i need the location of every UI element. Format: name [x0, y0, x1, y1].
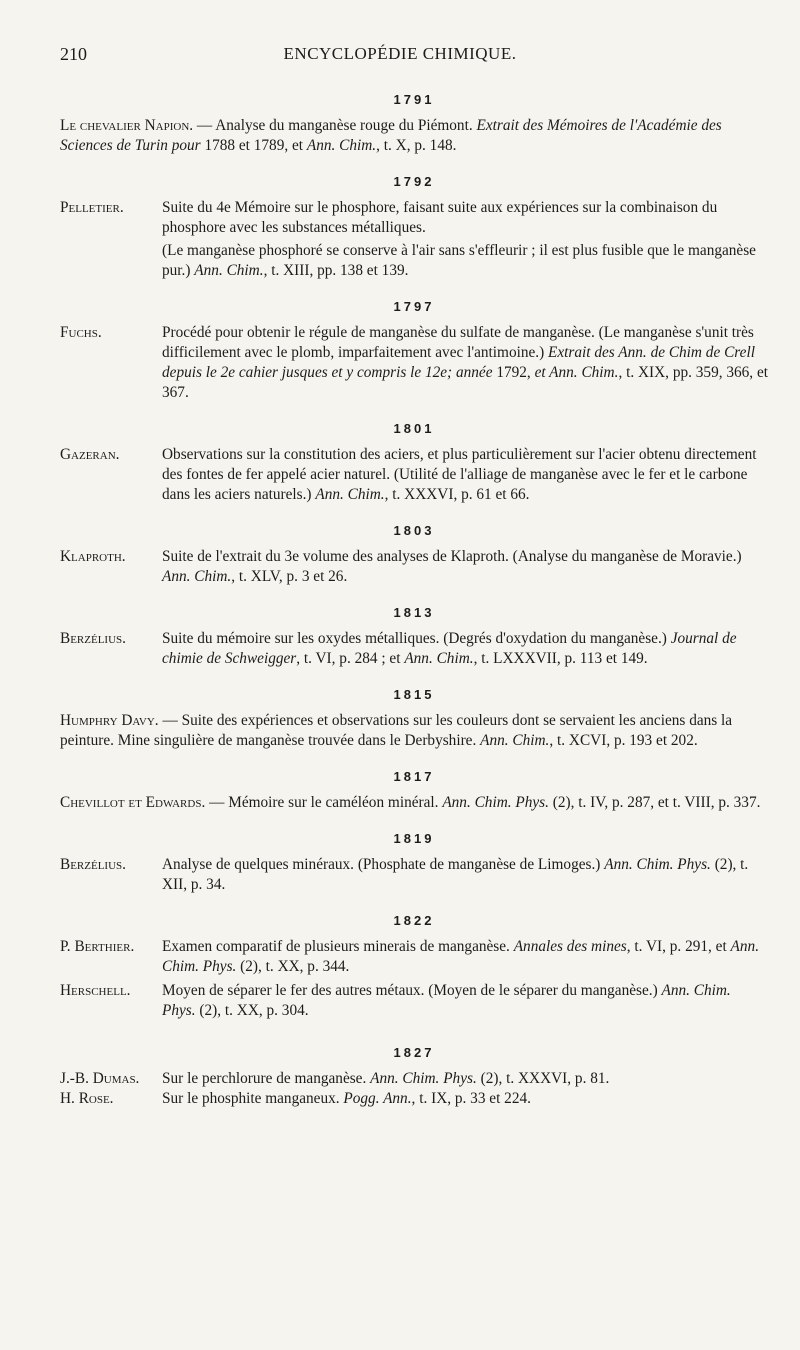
year-heading: 1817 — [393, 769, 435, 784]
entry-journal: Ann. Chim. Phys. — [442, 794, 549, 811]
entry-text: Sur le perchlorure de manganèse. — [162, 1070, 371, 1087]
entry-text: — Mémoire sur le caméléon minéral. — [205, 794, 443, 811]
page-header — [0, 44, 800, 66]
entry-fuchs — [60, 323, 768, 403]
entry-rose — [60, 1089, 768, 1109]
entry-ref: (2), t. XX, p. 344. — [236, 958, 350, 975]
entry-ref: , t. IX, p. 33 et 224. — [411, 1090, 531, 1107]
entry-author: Pelletier. — [60, 199, 124, 216]
year-heading: 1815 — [393, 687, 435, 702]
entry-ref: (2), t. XX, p. 304. — [195, 1002, 309, 1019]
entry-author: Chevillot et Edwards. — [60, 794, 206, 811]
entry-text: — Suite des expériences et observations sur les couleurs dont se servaient les anciens dans la peinture. Mine singulière de manganèse trouvée dans le Derbyshire. — [60, 712, 733, 749]
bibliography — [60, 92, 768, 1109]
entry-text: Procédé pour obtenir le régule de manganèse du sulfate de manganèse. (Le manganèse s'unit très difficilement avec le plomb, imparfaitement avec l'antimoine.) — [162, 324, 754, 361]
entry-journal: Ann. Chim. — [194, 262, 264, 279]
entry-journal: Ann. Chim. Phys. — [370, 1070, 477, 1087]
year-heading: 1822 — [393, 913, 435, 928]
entry-berzelius-1813 — [60, 629, 768, 669]
entry-journal: Ann. Chim. Phys. — [162, 938, 760, 975]
entry-source: Journal de chimie de Schweigger — [162, 630, 737, 667]
entry-journal: Ann. Chim. — [404, 650, 474, 667]
entry-ref: (2), t. XXXVI, p. 81. — [476, 1070, 610, 1087]
entry-journal: Ann. Chim. Phys. — [604, 856, 711, 873]
entry-source: Extrait des Ann. de Chim de Crell depuis le 2e cahier jusques et y compris le 12e; année — [162, 344, 755, 381]
entry-text: 1788 et 1789, et — [200, 137, 307, 154]
entry-chevillot-edwards — [60, 793, 768, 813]
entry-text: Suite du mémoire sur les oxydes métalliques. (Degrés d'oxydation du manganèse.) — [162, 630, 671, 647]
year-heading: 1819 — [393, 831, 435, 846]
entry-author: Le chevalier Napion. — [60, 117, 194, 134]
entry-text: , t. VI, p. 284 ; et — [296, 650, 405, 667]
entry-ref: , t. XIII, pp. 138 et 139. — [263, 262, 409, 279]
year-heading: 1813 — [393, 605, 435, 620]
entry-ref: , t. LXXXVII, p. 113 et 149. — [473, 650, 648, 667]
entry-author: H. Rose. — [60, 1090, 114, 1107]
entry-text: — Analyse du manganèse rouge du Piémont. — [193, 117, 477, 134]
running-title: ENCYCLOPÉDIE CHIMIQUE. — [283, 44, 517, 63]
year-heading: 1801 — [393, 421, 435, 436]
entry-author: Herschell. — [60, 982, 131, 999]
entry-author: Fuchs. — [60, 324, 102, 341]
entry-text: Suite du 4e Mémoire sur le phosphore, faisant suite aux expériences sur la combinaison du phosphore avec les substances métalliques. — [162, 199, 718, 236]
entry-klaproth — [60, 547, 768, 587]
year-heading: 1791 — [393, 92, 435, 107]
year-heading: 1792 — [393, 174, 435, 189]
entry-author: Gazeran. — [60, 446, 120, 463]
entry-davy — [60, 711, 768, 751]
entry-text: Sur le phosphite manganeux. — [162, 1090, 344, 1107]
entry-herschell — [60, 981, 768, 1021]
entry-author: J.-B. Dumas. — [60, 1070, 140, 1087]
entry-gazeran — [60, 445, 768, 505]
entry-ref: , t. XLV, p. 3 et 26. — [231, 568, 348, 585]
entry-ref: , t. XXXVI, p. 61 et 66. — [384, 486, 530, 503]
year-heading: 1803 — [393, 523, 435, 538]
entry-author: Humphry Davy. — [60, 712, 159, 729]
entry-journal: Ann. Chim. — [315, 486, 385, 503]
entry-author: Berzélius. — [60, 630, 126, 647]
entry-author: Klaproth. — [60, 548, 126, 565]
entry-journal: et Ann. Chim. — [534, 364, 619, 381]
entry-text: 1792, — [492, 364, 535, 381]
year-heading: 1797 — [393, 299, 435, 314]
entry-ref: (2), t. XII, p. 34. — [162, 856, 749, 893]
entry-journal: Ann. Chim. Phys. — [162, 982, 731, 1019]
entry-journal: Ann. Chim. — [306, 137, 377, 154]
entry-journal: Ann. Chim. — [162, 568, 232, 585]
entry-author: P. Berthier. — [60, 938, 135, 955]
entry-text: Examen comparatif de plusieurs minerais de manganèse. — [162, 938, 514, 955]
entry-text: Moyen de séparer le fer des autres métaux. (Moyen de le séparer du manganèse.) — [162, 982, 662, 999]
entry-napion — [60, 116, 768, 156]
entry-berthier — [60, 937, 768, 977]
year-heading: 1827 — [393, 1045, 435, 1060]
entry-journal: Ann. Chim. — [480, 732, 550, 749]
entry-ref: (2), t. IV, p. 287, et t. VIII, p. 337. — [548, 794, 761, 811]
entry-text: Suite de l'extrait du 3e volume des analyses de Klaproth. (Analyse du manganèse de Moravie.) — [162, 548, 742, 565]
entry-source: Annales des mines — [513, 938, 627, 955]
entry-ref: , t. XIX, pp. 359, 366, et 367. — [162, 364, 768, 401]
entry-text: Observations sur la constitution des aciers, et plus particulièrement sur l'acier obtenu directement des fontes de fer appelé acier naturel. (Utilité de l'alliage de manganèse avec le fer et le carbone dans les aciers naturels.) — [162, 446, 757, 503]
page-number: 210 — [60, 44, 87, 64]
entry-journal: Pogg. Ann. — [343, 1090, 412, 1107]
entry-author: Berzélius. — [60, 856, 126, 873]
entry-text: (Le manganèse phosphoré se conserve à l'air sans s'effleurir ; il est plus fusible que le manganèse pur.) — [162, 242, 756, 279]
entry-text: , t. VI, p. 291, et — [626, 938, 731, 955]
entry-ref: , t. XCVI, p. 193 et 202. — [549, 732, 698, 749]
entry-text: Analyse de quelques minéraux. (Phosphate de manganèse de Limoges.) — [162, 856, 605, 873]
entry-berzelius-1819 — [60, 855, 768, 895]
entry-dumas — [60, 1069, 768, 1089]
entry-pelletier — [60, 198, 768, 281]
entry-ref: , t. X, p. 148. — [376, 137, 457, 154]
entry-source: Extrait des Mémoires de l'Académie des Sciences de Turin pour — [60, 117, 722, 154]
